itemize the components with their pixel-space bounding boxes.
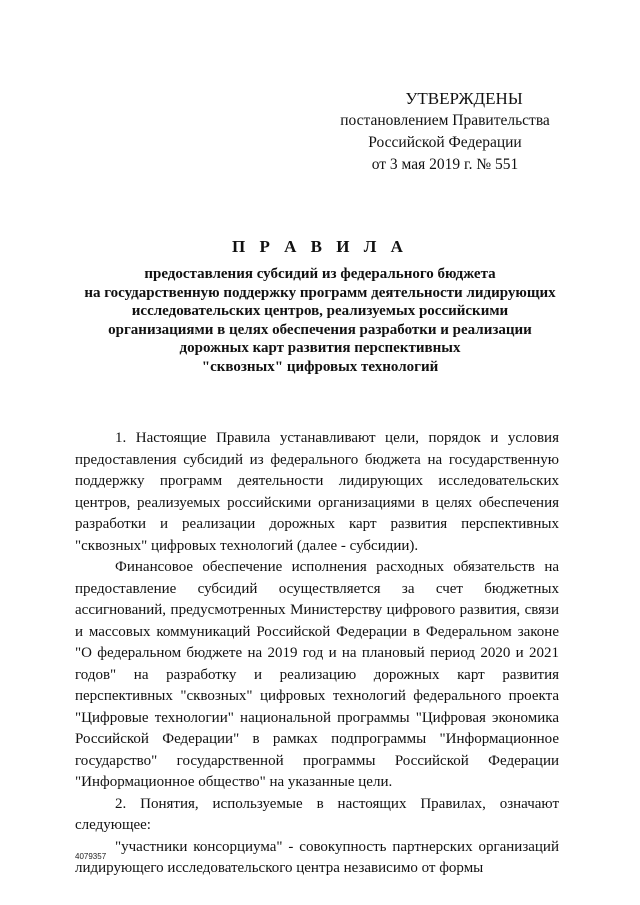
paragraph-4: "участники консорциума" - совокупность партнерских организаций лидирующего исследовательского центра независимо от формы [75, 838, 559, 876]
subtitle-line: дорожных карт развития перспективных [179, 340, 461, 356]
approval-line-2: Российской Федерации [368, 134, 522, 151]
approval-line-1: постановлением Правительства [340, 112, 550, 129]
subtitle-line: организациями в целях обеспечения разработки и реализации [108, 321, 532, 338]
subtitle-line: "сквозных" цифровых технологий [201, 358, 439, 375]
subtitle-line: исследовательских центров, реализуемых российскими [131, 303, 509, 319]
approval-line-3: от 3 мая 2019 г. № 551 [371, 156, 519, 173]
document-body [75, 428, 559, 880]
approval-stamp [340, 88, 550, 176]
document-code: 4079357 [75, 852, 107, 861]
subtitle-line: на государственную поддержку программ деятельности лидирующих [84, 284, 556, 301]
document-subtitle [75, 265, 565, 376]
document-title: П Р А В И Л А [232, 237, 408, 256]
approval-heading: УТВЕРЖДЕНЫ [405, 89, 523, 108]
paragraph-3: 2. Понятия, используемые в настоящих Правилах, означают следующее: [75, 795, 559, 833]
subtitle-line: предоставления субсидий из федерального бюджета [144, 266, 496, 282]
paragraph-2: Финансовое обеспечение исполнения расходных обязательств на предоставление субсидий осуществляется за счет бюджетных ассигнований, предусмотренных Министерству цифрового развития, связи и массовых коммуникаций Российской Федерации в Федеральном законе "О федеральном бюджете на 2019 год и на плановый период 2020 и 2021 годов" на разработку и реализацию дорожных карт развития перспективных "сквозных" цифровых технологий федерального проекта "Цифровые технологии" национальной программы "Цифровая экономика Российской Федерации" в рамках подпрограммы "Информационное государство" государственной программы Российской Федерации "Информационное общество" на указанные цели. [75, 559, 559, 790]
paragraph-1: 1. Настоящие Правила устанавливают цели, порядок и условия предоставления субсидий из федерального бюджета на государственную поддержку программ деятельности лидирующих исследовательских центров, реализуемых российскими организациями в целях обеспечения разработки и реализации дорожных карт развития перспективных "сквозных" цифровых технологий (далее - субсидии). [75, 430, 559, 554]
